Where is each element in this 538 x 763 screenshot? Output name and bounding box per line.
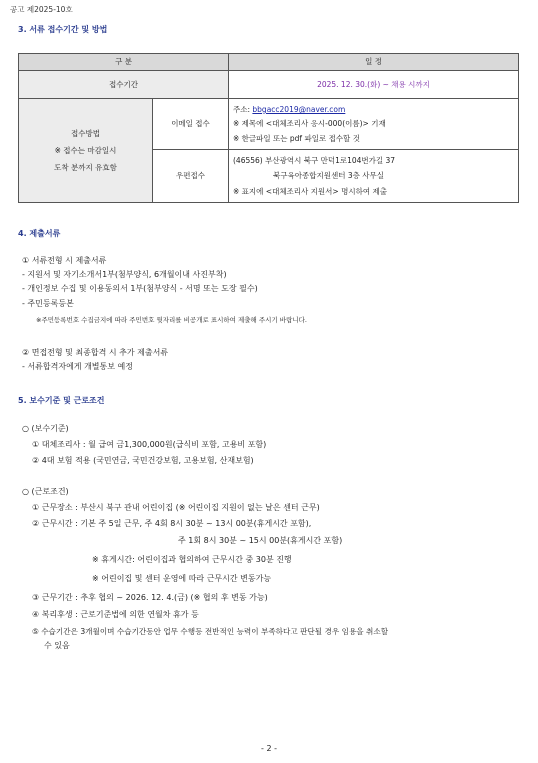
- doc-item-1-line-3: - 주민등록등본: [22, 299, 74, 308]
- mail-address-detail: 북구육아종합지원센터 3층 사무실: [273, 171, 384, 181]
- mail-instruction: ※ 표지에 <대체조리사 지원서> 명시하여 제출: [233, 186, 387, 196]
- work-title: ○ (근로조건): [22, 487, 69, 496]
- email-instruction-1: ※ 제목에 <대체조리사 응시-000(이름)> 기재: [233, 119, 386, 129]
- work-note-1: ※ 휴게시간: 어린이집과 협의하여 근무시간 중 30분 진행: [92, 555, 292, 564]
- section-3-title: 3. 서류 접수기간 및 방법: [18, 25, 108, 34]
- work-line-2b: 주 1회 8시 30분 ~ 15시 00분(휴게시간 포함): [178, 536, 343, 545]
- doc-item-1-line-1: - 지원서 및 자기소개서1부(첨부양식, 6개월이내 사진부착): [22, 270, 227, 279]
- method-cell: [19, 99, 153, 203]
- submission-table: [18, 53, 519, 203]
- method-note-1: ※ 접수는 마감일시: [54, 146, 117, 156]
- work-line-5b: 수 있음: [44, 641, 70, 650]
- method-note-2: 도착 분까지 유효함: [54, 162, 117, 172]
- email-address-link[interactable]: bbgacc2019@naver.com: [252, 104, 346, 114]
- email-label: 이메일 접수: [153, 99, 229, 150]
- period-value: 2025. 12. 30.(화) ~ 채용 시까지: [229, 71, 519, 99]
- mail-label: 우편접수: [153, 150, 229, 203]
- work-line-4: ④ 복리후생 : 근로기준법에 의한 연월차 휴가 등: [32, 610, 199, 619]
- doc-item-1-title: ① 서류전형 시 제출서류: [22, 256, 107, 265]
- pay-title: ○ (보수기준): [22, 424, 69, 433]
- mail-cell: [229, 150, 519, 203]
- notice-number: 공고 제2025-10호: [10, 5, 73, 14]
- page-number: - 2 -: [261, 744, 277, 753]
- doc-item-1-line-2: - 개인정보 수집 및 이용동의서 1부(첨부양식 - 서명 또는 도장 필수): [22, 284, 258, 293]
- work-line-5: ⑤ 수습기간은 3개월이며 수습기간동안 업무 수행등 전반적인 능력이 부족하다고 판단될 경우 임용을 취소할: [32, 627, 389, 636]
- period-label: 접수기간: [19, 71, 229, 99]
- table-header-category: 구 분: [19, 54, 229, 71]
- work-note-2: ※ 어린이집 및 센터 운영에 따라 근무시간 변동가능: [92, 574, 272, 583]
- section-4-title: 4. 제출서류: [18, 229, 61, 238]
- work-line-3: ③ 근무기간 : 추후 협의 ~ 2026. 12. 4.(금) (※ 협의 후 변동 가능): [32, 593, 268, 602]
- email-cell: [229, 99, 519, 150]
- method-label: 접수방법: [71, 128, 100, 138]
- section-5-title: 5. 보수기준 및 근로조건: [18, 396, 105, 405]
- pay-line-1: ① 대체조리사 : 월 급여 금1,300,000원(급식비 포함, 고용비 포함): [32, 440, 267, 449]
- email-address-prefix: 주소:: [233, 104, 253, 114]
- doc-item-2-line-1: - 서류합격자에게 개별통보 예정: [22, 362, 133, 371]
- doc-item-1-note: ※주민등록번호 수집금지에 따라 주민번호 뒷자리를 비공개로 표시하여 제출해 주시기 바랍니다.: [36, 316, 307, 324]
- work-line-1: ① 근무장소 : 부산시 북구 관내 어린이집 (※ 어린이집 지원이 없는 날은 센터 근무): [32, 503, 320, 512]
- work-line-2: ② 근무시간 : 기본 주 5일 근무, 주 4회 8시 30분 ~ 13시 00분(휴게시간 포함),: [32, 519, 312, 528]
- mail-address: (46556) 부산광역시 북구 만덕1로104번가길 37: [233, 155, 396, 165]
- pay-line-2: ② 4대 보험 적용 (국민연금, 국민건강보험, 고용보험, 산재보험): [32, 456, 254, 465]
- table-header-schedule: 일 정: [229, 54, 519, 71]
- doc-item-2-title: ② 면접전형 및 최종합격 시 추가 제출서류: [22, 348, 169, 357]
- email-instruction-2: ※ 한글파일 또는 pdf 파일로 접수할 것: [233, 133, 360, 143]
